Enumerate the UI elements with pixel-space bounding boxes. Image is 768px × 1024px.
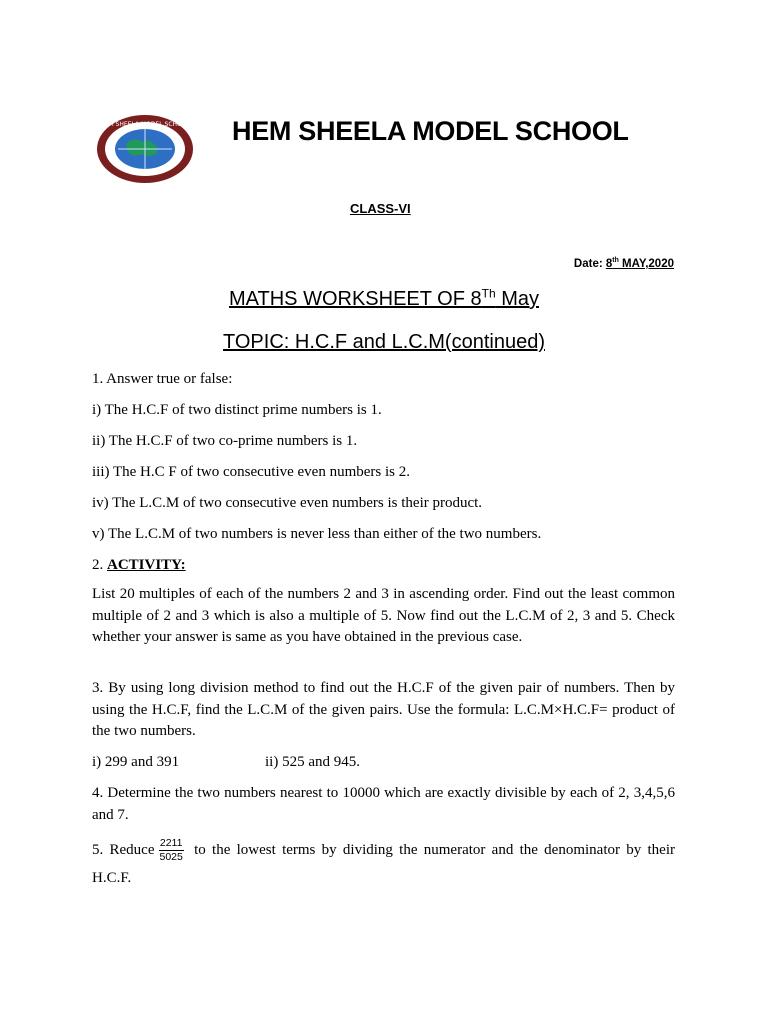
date-day-sup: th — [612, 257, 619, 265]
q1-item: iv) The L.C.M of two consecutive even numbers is their product. — [92, 495, 483, 511]
activity-label: ACTIVITY: — [107, 557, 186, 573]
q3-part-ii: ii) 525 and 945. — [265, 754, 360, 770]
q5-text: 5. Reduce $\frac{2211}{5025}$ to the lowest terms by dividing the numerator and the denominator by their H.C.F. — [92, 837, 676, 887]
worksheet-title: MATHS WORKSHEET OF 8Th May — [229, 286, 539, 310]
fraction-denominator: 5025 — [159, 851, 183, 864]
fraction — [159, 837, 184, 864]
date-line — [574, 258, 674, 270]
q1-item: v) The L.C.M of two numbers is never less than either of the two numbers. — [92, 526, 542, 542]
q3-part-i: i) 299 and 391 — [92, 754, 180, 770]
q1-item: i) The H.C.F of two distinct prime numbers is 1. — [92, 402, 382, 418]
q4-text: 4. Determine the two numbers nearest to 10000 which are exactly divisible by each of 2, 3,4,5,6 and 7. — [92, 785, 675, 823]
fraction-numerator: 2211 — [159, 837, 183, 850]
school-logo — [96, 114, 194, 184]
school-name: HEM SHEELA MODEL SCHOOL — [232, 116, 629, 146]
q1-item: iii) The H.C F of two consecutive even numbers is 2. — [92, 464, 411, 480]
class-label: CLASS-VI — [350, 201, 411, 216]
svg-text:HEM SHEELA MODEL SCHOOL: HEM SHEELA MODEL SCHOOL — [100, 121, 190, 128]
q2-text: List 20 multiples of each of the numbers 2 and 3 in ascending order. Find out the least common multiple of 2 and 3 which is also a multiple of 5. Now find out the L.C.M of 2, 3 and 5. Check whether your answer is same as you have obtained in the previous case. — [92, 586, 675, 645]
topic-title: TOPIC: H.C.F and L.C.M(continued) — [223, 331, 545, 353]
q1-heading: 1. Answer true or false: — [92, 371, 233, 387]
date-day: 8 — [605, 258, 613, 270]
q3-parts — [92, 752, 360, 772]
worksheet-title-sup: Th — [481, 286, 496, 301]
date-rest: MAY,2020 — [618, 258, 674, 270]
q3-text: 3. By using long division method to find out the H.C.F of the given pair of numbers. Then by using the H.C.F, find the L.C.M of the given pairs. Use the formula: L.C.M×H.C.F= product of the two numbers. — [92, 680, 675, 739]
q2-heading: 2. ACTIVITY: — [92, 557, 186, 573]
q1-item: ii) The H.C.F of two co-prime numbers is 1. — [92, 433, 358, 449]
date-label: Date: — [573, 258, 606, 270]
